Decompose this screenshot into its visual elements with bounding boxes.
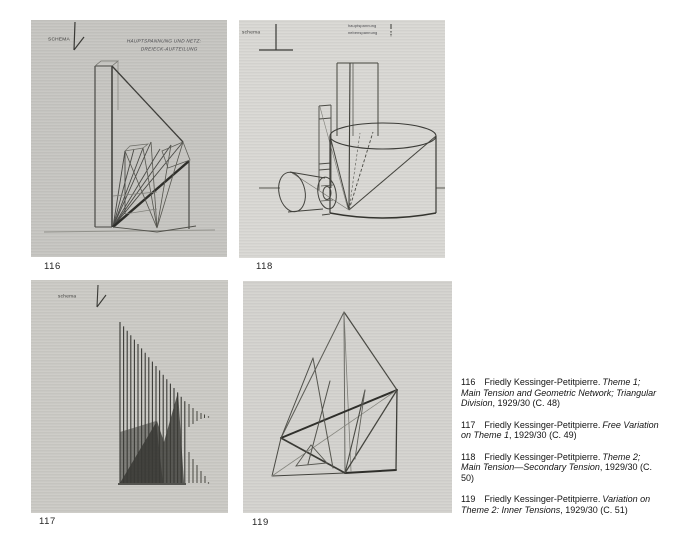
caption-118 [461,452,659,484]
caption-117-artist: Friedly Kessinger-Petitpierre. [484,419,601,430]
figure-117-drawing [31,280,228,513]
caption-118-title: Theme 2; Main Tension—Secondary Tension [461,451,641,472]
figure-116-drawing [31,20,227,257]
caption-116-number: 116 [461,377,476,387]
figure-118-legend-main-tension: hauptspannung [348,23,377,28]
figure-118-legend-secondary-tension: nebenspannung [348,30,378,35]
caption-116-title: Theme 1; Main Tension and Geometric Network; Triangular Division [461,377,657,408]
caption-117-details: , 1929/30 (C. 49) [509,430,577,440]
figure-116-photo [31,20,227,257]
figure-119-photo [243,281,452,513]
figure-116-annotation-line1: HAUPTSPANNUNG UND NETZ: [126,38,202,44]
caption-118-number: 118 [461,451,476,462]
figure-119-number: 119 [252,517,269,528]
figure-118-photo [239,20,445,258]
caption-118-details: , 1929/30 (C. 50) [461,462,652,483]
caption-117-number: 117 [461,419,476,430]
figure-118-number: 118 [256,261,273,272]
caption-119-number: 119 [461,494,476,504]
caption-118-artist: Friedly Kessinger-Petitpierre. [484,451,601,462]
figure-118-schema-label: schema [242,29,261,35]
figure-117-number: 117 [39,516,56,527]
caption-116-artist: Friedly Kessinger-Petitpierre. [484,377,601,387]
caption-119-details: , 1929/30 (C. 51) [560,504,628,515]
figure-119-drawing [243,281,452,513]
figure-116-schema-label: SCHEMA [48,36,70,42]
figure-116-annotation-line2: DREIECK-AUFTEILUNG [140,46,198,52]
figure-117-schema-label: schema [58,293,77,299]
caption-116-details: , 1929/30 (C. 48) [492,398,561,408]
figure-117-photo [31,280,228,513]
caption-117-title: Free Variation on Theme 1 [461,419,659,440]
figure-118-drawing [239,20,445,258]
caption-column [461,377,659,515]
caption-116 [461,377,659,409]
caption-117 [461,420,659,441]
caption-119-artist: Friedly Kessinger-Petitpierre. [484,494,601,504]
caption-119 [461,494,659,515]
figure-116-number: 116 [44,261,61,272]
caption-119-title: Variation on Theme 2: Inner Tensions [461,494,651,515]
